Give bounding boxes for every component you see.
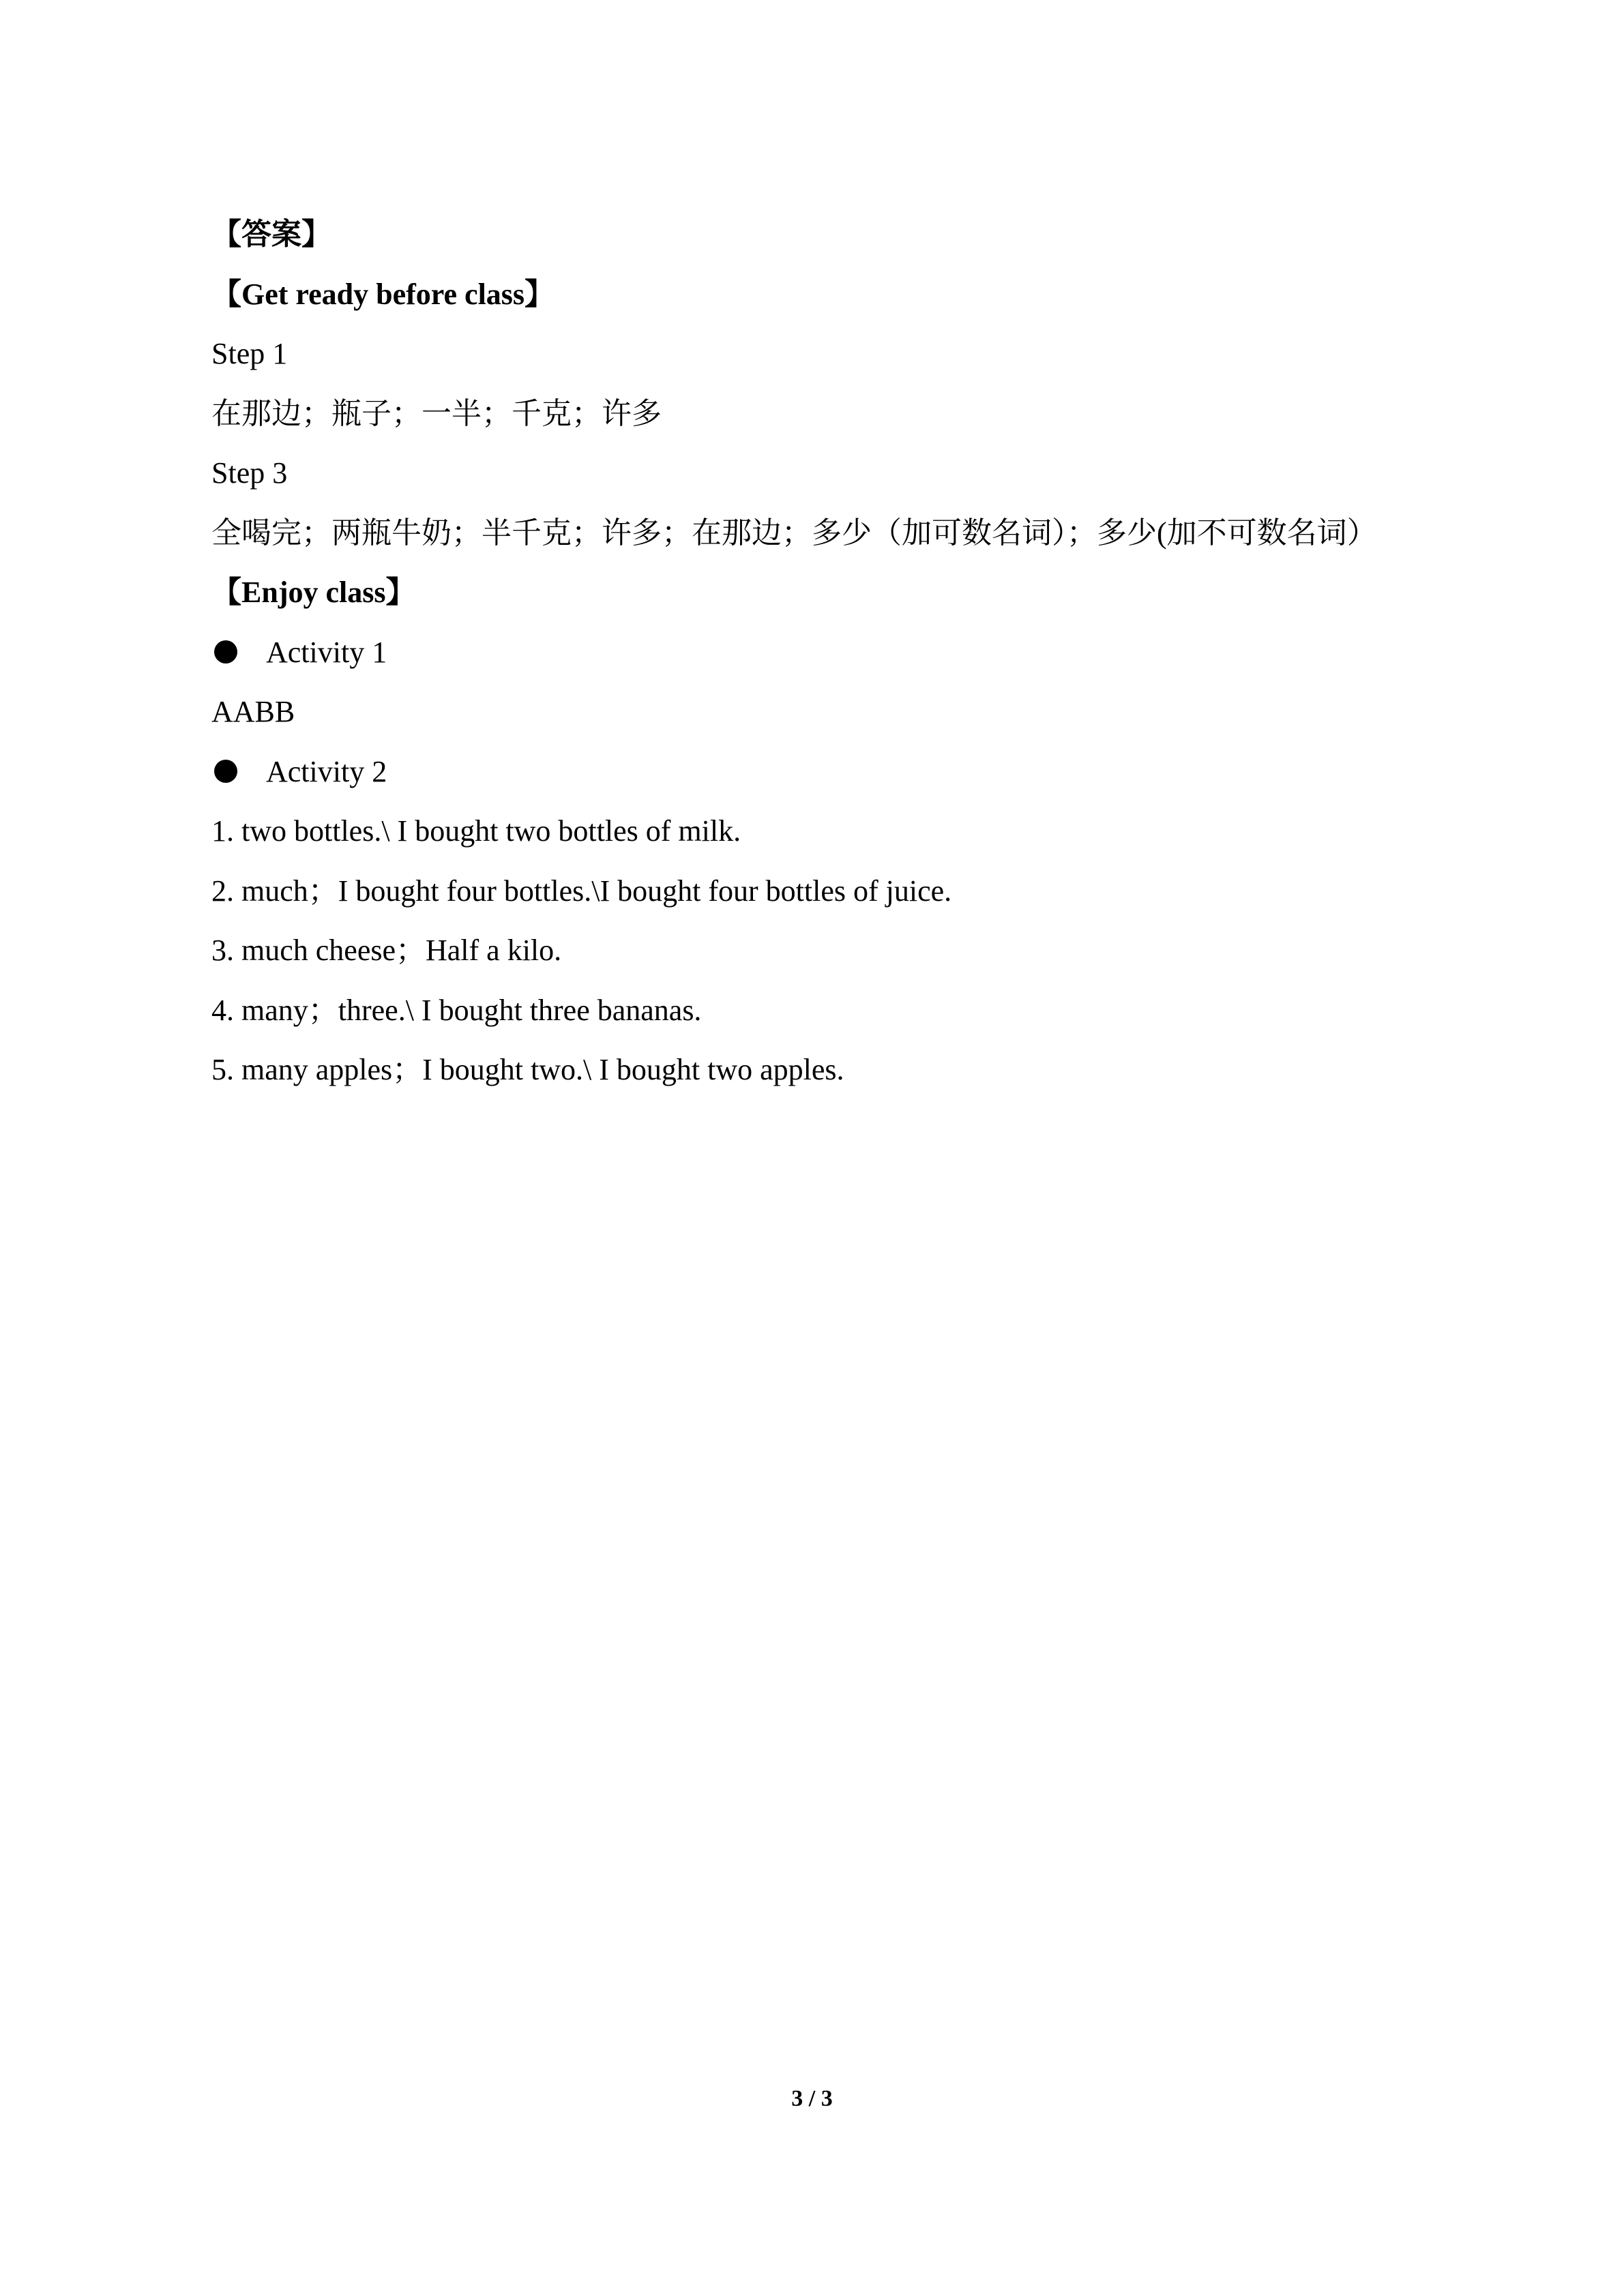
activity2-label: Activity 2 <box>266 754 387 788</box>
step1-answer: 在那边；瓶子；一半；千克；许多 <box>211 396 662 430</box>
activity2-answer-item: 5. many apples；I bought two.\ I bought two apples. <box>211 1053 844 1086</box>
section-enjoy-class-heading: 【Enjoy class】 <box>211 576 416 609</box>
step1-label: Step 1 <box>211 337 288 370</box>
bullet-icon <box>214 640 237 664</box>
answer-heading: 【答案】 <box>211 218 331 251</box>
step3-label: Step 3 <box>211 456 288 490</box>
activity1-answer: AABB <box>211 695 295 728</box>
section-get-ready-heading: 【Get ready before class】 <box>211 277 555 311</box>
document-body <box>211 205 1507 1100</box>
activity1-heading <box>211 623 1507 683</box>
page-number: 3 / 3 <box>791 2086 833 2111</box>
activity2-answer-item: 2. much；I bought four bottles.\I bought four bottles of juice. <box>211 874 952 908</box>
activity2-answer-item: 1. two bottles.\ I bought two bottles of milk. <box>211 814 741 848</box>
activity1-label: Activity 1 <box>266 635 387 669</box>
activity2-heading <box>211 742 1507 802</box>
activity2-answer-item: 4. many；three.\ I bought three bananas. <box>211 993 702 1027</box>
step3-answer: 全喝完；两瓶牛奶；半千克；许多；在那边；多少（加可数名词）；多少(加不可数名词） <box>211 516 1377 550</box>
bullet-icon <box>214 760 237 783</box>
activity2-answer-item: 3. much cheese；Half a kilo. <box>211 934 562 967</box>
